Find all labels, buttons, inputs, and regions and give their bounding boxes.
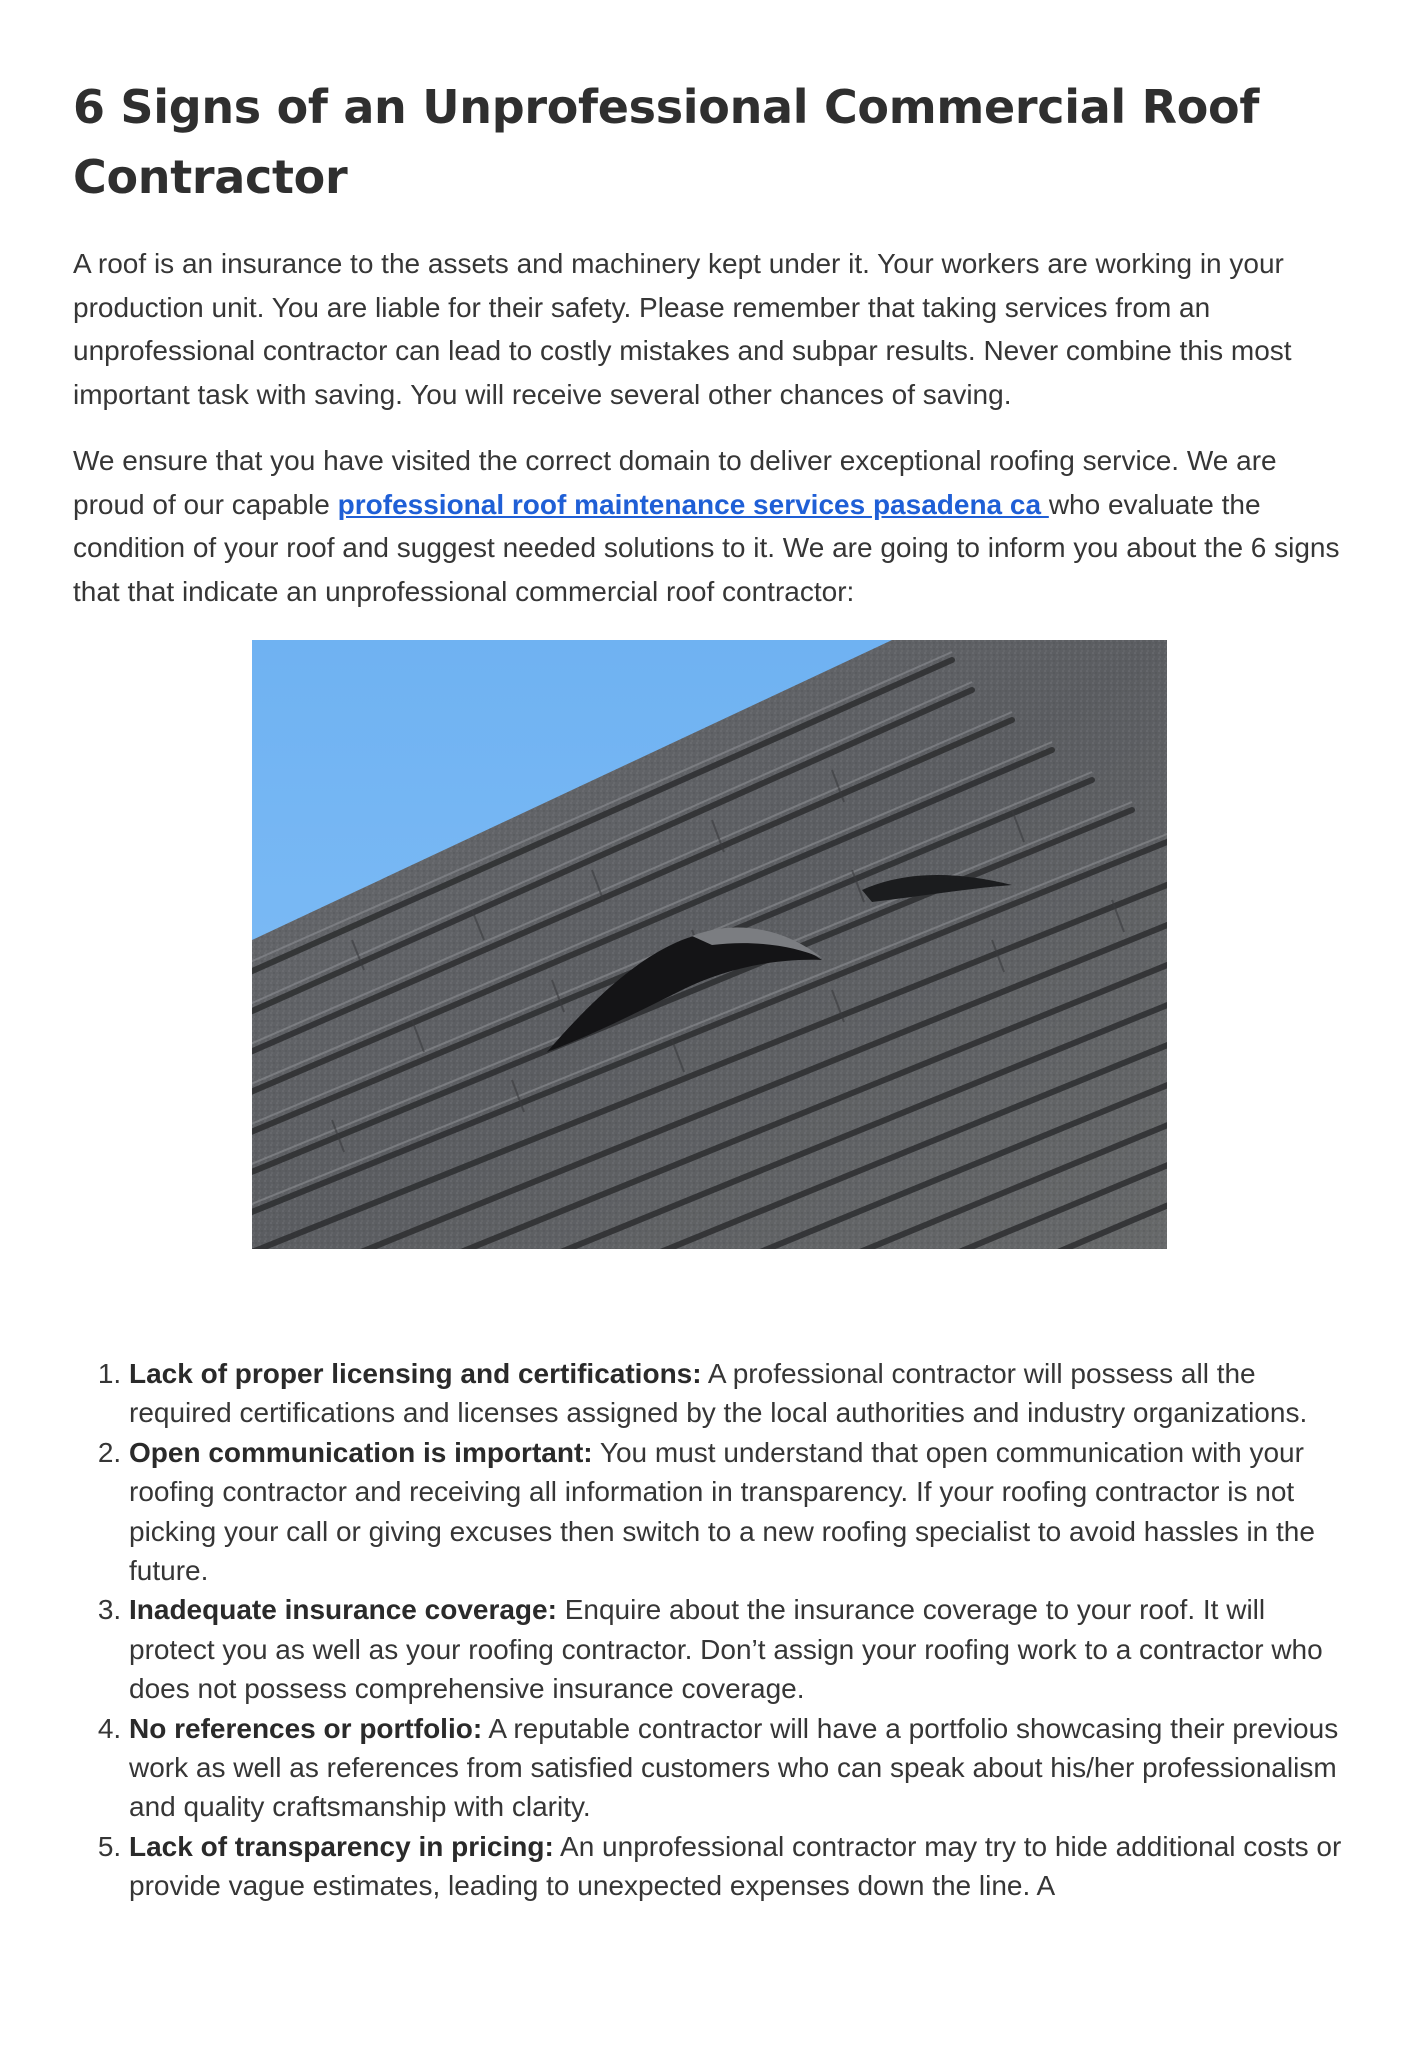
signs-list — [73, 1354, 1348, 1906]
article — [73, 72, 1348, 1906]
sign-heading: Lack of proper licensing and certifications: — [129, 1358, 702, 1389]
list-item — [129, 1709, 1348, 1827]
sign-text: A reputable contractor will have a portfolio showcasing their previous work as well as references from satisfied customers who can speak about his/her professionalism and quality craftsmanship with clarity. — [129, 1712, 1339, 1823]
damaged-roof-shingles-photo — [252, 640, 1167, 1249]
article-title: 6 Signs of an Unprofessional Commercial Roof Contractor — [73, 80, 1260, 204]
list-item — [129, 1354, 1348, 1433]
second-paragraph — [73, 439, 1348, 613]
sign-heading: Inadequate insurance coverage: — [129, 1594, 557, 1626]
sign-text: An unprofessional contractor may try to hide additional costs or provide vague estimates, leading to unexpected expenses down the line. A — [129, 1830, 1342, 1902]
sign-heading: Lack of transparency in pricing: — [129, 1830, 554, 1862]
list-item — [129, 1590, 1348, 1708]
intro-paragraph: A roof is an insurance to the assets and machinery kept under it. Your workers are working in your production unit. You are liable for their safety. Please remember that taking services from an unprofessional contractor can lead to costly mistakes and subpar results. Never combine this most important task with saving. You will receive several other chances of saving. — [73, 248, 1292, 410]
sign-text: A professional contractor will possess all the required certifications and licenses assigned by the local authorities and industry organizations. — [129, 1358, 1308, 1429]
sign-text: Enquire about the insurance coverage to your roof. It will protect you as well as your roofing contractor. Don’t assign your roofing work to a contractor who does not possess comprehensive insurance coverage. — [129, 1594, 1323, 1705]
sign-heading: No references or portfolio: — [129, 1712, 483, 1744]
second-paragraph-tail: who evaluate the condition of your roof and suggest needed solutions to it. We are going to inform you about the 6 signs that that indicate an unprofessional commercial roof contractor: — [73, 488, 1340, 607]
sign-heading: Open communication is important: — [129, 1436, 593, 1468]
roof-maintenance-link[interactable]: professional roof maintenance services pasadena ca — [337, 488, 1049, 520]
sign-text: You must understand that open communication with your roofing contractor and receiving all information in transparency. If your roofing contractor is not picking your call or giving excuses then switch to a new roofing specialist to avoid hassles in the future. — [129, 1436, 1315, 1587]
second-paragraph-lead: We ensure that you have visited the correct domain to deliver exceptional roofing service. We are proud of our capable — [73, 445, 1277, 520]
list-item — [129, 1827, 1348, 1906]
list-item — [129, 1433, 1348, 1591]
